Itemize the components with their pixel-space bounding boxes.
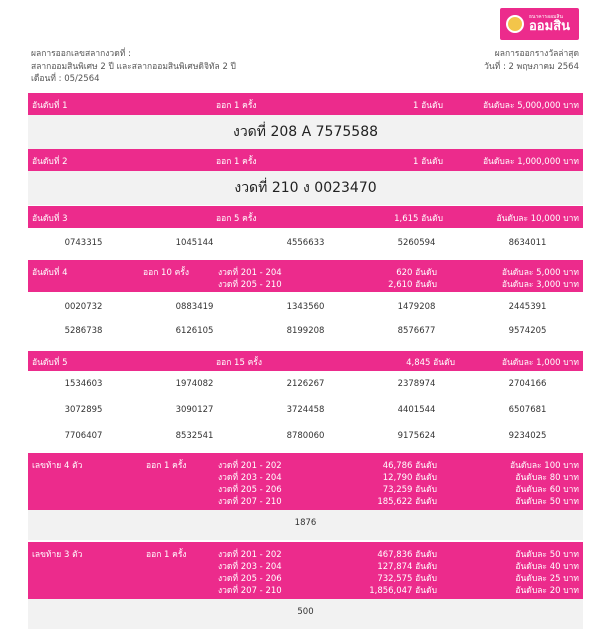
prize-amount: อันดับละ 60 บาท — [515, 485, 579, 495]
prize-label: เลขท้าย 3 ตัว — [32, 550, 83, 560]
winning-number: 3072895 — [64, 405, 103, 415]
prize-amount: อันดับละ 5,000 บาท — [501, 268, 579, 278]
prize2-bar — [28, 149, 583, 171]
last4-numbers — [28, 510, 583, 540]
prize-count: 467,836 อันดับ — [377, 550, 437, 560]
prize5-section — [28, 351, 583, 449]
prize-period: งวดที่ 201 - 202 — [218, 461, 282, 471]
prize-amount: อันดับละ 3,000 บาท — [501, 280, 579, 290]
winning-number: 2126267 — [286, 379, 325, 389]
prize1-bar — [28, 93, 583, 115]
prize-amount: อันดับละ 20 บาท — [515, 586, 579, 596]
prize-draws: ออก 1 ครั้ง — [216, 157, 257, 167]
winning-number: 8532541 — [175, 431, 214, 441]
winning-number: 6507681 — [508, 405, 547, 415]
header-right — [484, 48, 579, 73]
prize-label: อันดับที่ 4 — [32, 268, 68, 278]
prize-label: อันดับที่ 3 — [32, 214, 68, 224]
prize-amount: อันดับละ 100 บาท — [509, 461, 579, 471]
last3-numbers — [28, 599, 583, 629]
prize-draws: ออก 1 ครั้ง — [146, 550, 187, 560]
prize-period: งวดที่ 201 - 202 — [218, 550, 282, 560]
winning-number: 8634011 — [508, 238, 547, 248]
winning-number: 3090127 — [175, 405, 214, 415]
prize-count: 4,845 อันดับ — [406, 358, 455, 368]
prize-period: งวดที่ 203 - 204 — [218, 562, 282, 572]
prize-period: งวดที่ 205 - 206 — [218, 574, 282, 584]
winning-number: 8780060 — [286, 431, 325, 441]
winning-number: 9175624 — [397, 431, 436, 441]
prize2-number: งวดที่ 210 ง 0023470 — [28, 171, 583, 205]
last3-bar — [28, 542, 583, 599]
prize4-section — [28, 260, 583, 346]
prize-draws: ออก 1 ครั้ง — [216, 101, 257, 111]
prize5-bar — [28, 351, 583, 371]
winning-number: 2704166 — [508, 379, 547, 389]
prize5-numbers — [28, 371, 583, 449]
prize-count: 73,259 อันดับ — [382, 485, 437, 495]
header-left-line: เดือนที่ : 05/2564 — [31, 74, 100, 84]
prize-count: 1,856,047 อันดับ — [369, 586, 437, 596]
prize-amount: อันดับละ 10,000 บาท — [496, 214, 579, 224]
prize-amount: อันดับละ 5,000,000 บาท — [482, 101, 579, 111]
prize-draws: ออก 10 ครั้ง — [143, 268, 189, 278]
prize3-numbers — [28, 228, 583, 260]
winning-number: 2445391 — [508, 302, 547, 312]
prize-amount: อันดับละ 50 บาท — [515, 497, 579, 507]
header-right-line: ผลการออกรางวัลล่าสุด — [494, 49, 579, 59]
brand-name: ธนาคารออมสิน ออมสิน — [529, 14, 571, 34]
winning-number: 4401544 — [397, 405, 436, 415]
prize1-section — [28, 93, 583, 149]
prize3-bar — [28, 206, 583, 228]
prize-label: อันดับที่ 5 — [32, 358, 68, 368]
prize3-section — [28, 206, 583, 260]
prize-count: 1,615 อันดับ — [394, 214, 443, 224]
prize-draws: ออก 15 ครั้ง — [216, 358, 262, 368]
prize-draws: ออก 1 ครั้ง — [146, 461, 187, 471]
seal-icon — [506, 15, 524, 33]
winning-number: 7706407 — [64, 431, 103, 441]
prize-amount: อันดับละ 80 บาท — [515, 473, 579, 483]
winning-number: 1876 — [294, 518, 317, 528]
last4-section — [28, 453, 583, 540]
prize-amount: อันดับละ 1,000 บาท — [501, 358, 579, 368]
prize-amount: อันดับละ 25 บาท — [515, 574, 579, 584]
winning-number: 8199208 — [286, 326, 325, 336]
winning-number: 3724458 — [286, 405, 325, 415]
prize-count: 46,786 อันดับ — [382, 461, 437, 471]
last4-bar — [28, 453, 583, 510]
prize-count: 127,874 อันดับ — [377, 562, 437, 572]
prize-amount: อันดับละ 50 บาท — [515, 550, 579, 560]
prize-amount: อันดับละ 40 บาท — [515, 562, 579, 572]
prize-label: อันดับที่ 2 — [32, 157, 68, 167]
winning-number: 8576677 — [397, 326, 436, 336]
prize-count: 620 อันดับ — [396, 268, 437, 278]
prize-amount: อันดับละ 1,000,000 บาท — [482, 157, 579, 167]
prize-period: งวดที่ 203 - 204 — [218, 473, 282, 483]
winning-number: 9574205 — [508, 326, 547, 336]
winning-number: 0020732 — [64, 302, 103, 312]
winning-number: 6126105 — [175, 326, 214, 336]
winning-number: 2378974 — [397, 379, 436, 389]
prize4-numbers — [28, 292, 583, 346]
header-left-line: ผลการออกเลขสลากงวดที่ : — [31, 49, 131, 59]
last3-section — [28, 542, 583, 629]
winning-number: 5286738 — [64, 326, 103, 336]
winning-number: 9234025 — [508, 431, 547, 441]
winning-number: 0743315 — [64, 238, 103, 248]
prize2-section — [28, 149, 583, 205]
winning-number: 500 — [297, 607, 314, 617]
winning-number: 0883419 — [175, 302, 214, 312]
prize-draws: ออก 5 ครั้ง — [216, 214, 257, 224]
winning-number: 1045144 — [175, 238, 214, 248]
prize4-bar — [28, 260, 583, 292]
prize-count: 732,575 อันดับ — [377, 574, 437, 584]
prize-count: 185,622 อันดับ — [377, 497, 437, 507]
winning-number: 1534603 — [64, 379, 103, 389]
prize-period: งวดที่ 207 - 210 — [218, 497, 282, 507]
prize-count: 12,790 อันดับ — [382, 473, 437, 483]
prize-count: 2,610 อันดับ — [388, 280, 437, 290]
prize-period: งวดที่ 205 - 206 — [218, 485, 282, 495]
winning-number: 1974082 — [175, 379, 214, 389]
header-left — [31, 48, 236, 86]
prize-count: 1 อันดับ — [413, 157, 443, 167]
gsb-logo — [500, 8, 579, 40]
header-right-line: วันที่ : 2 พฤษภาคม 2564 — [484, 61, 579, 72]
header-left-line: สลากออมสินพิเศษ 2 ปี และสลากออมสินพิเศษดิจิทัล 2 ปี — [31, 61, 236, 72]
prize-count: 1 อันดับ — [413, 101, 443, 111]
winning-number: 4556633 — [286, 238, 325, 248]
winning-number: 5260594 — [397, 238, 436, 248]
winning-number: 1343560 — [286, 302, 325, 312]
winning-number: 1479208 — [397, 302, 436, 312]
prize1-number: งวดที่ 208 A 7575588 — [28, 115, 583, 149]
prize-label: เลขท้าย 4 ตัว — [32, 461, 83, 471]
prize-label: อันดับที่ 1 — [32, 101, 68, 111]
prize-period: งวดที่ 205 - 210 — [218, 280, 282, 290]
prize-period: งวดที่ 201 - 204 — [218, 268, 282, 278]
prize-period: งวดที่ 207 - 210 — [218, 586, 282, 596]
